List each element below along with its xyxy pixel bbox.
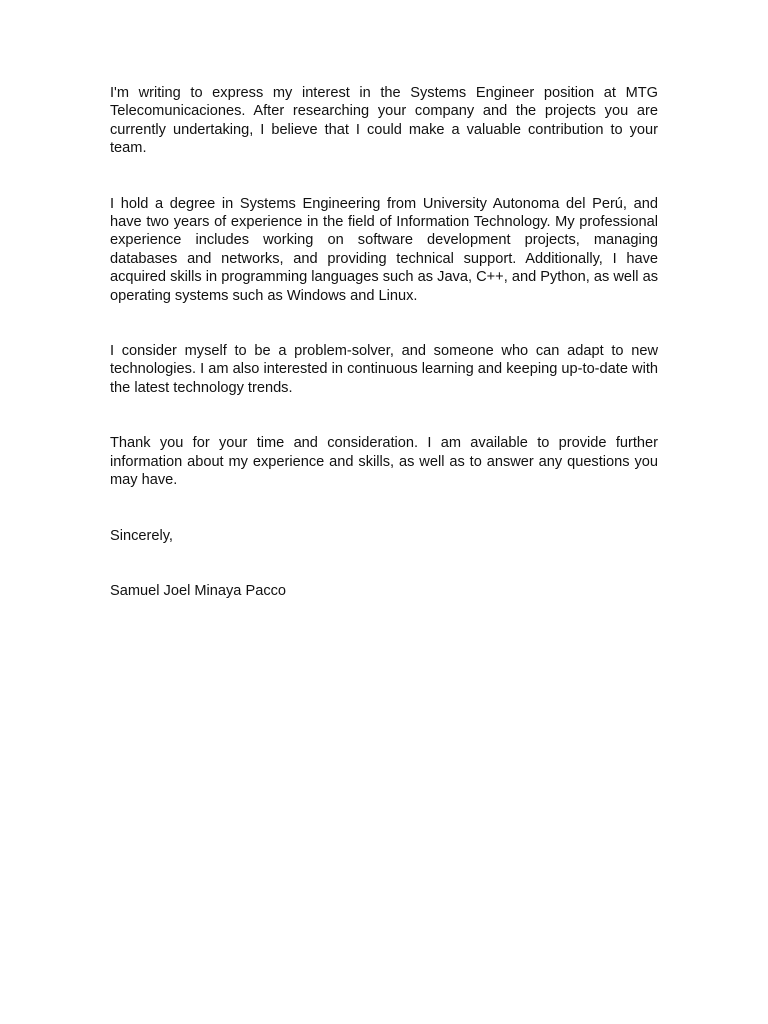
signature-name: Samuel Joel Minaya Pacco [110, 582, 287, 599]
paragraph-interest: I'm writing to express my interest in the Systems Engineer position at MTG Telecomunicaciones. After researching your company and the projects you are currently undertaking, I believe that I could make a valuable contribution to your team. [110, 85, 658, 157]
paragraph-thank-you: Thank you for your time and consideration. I am available to provide further information about my experience and skills, as well as to answer any questions you may have. [110, 435, 658, 489]
paragraph-education-experience: I hold a degree in Systems Engineering from University Autonoma del Perú, and have two years of experience in the field of Information Technology. My professional experience includes working on software development projects, managing databases and networks, and providing technical support. Additionally, I have acquired skills in programming languages such as Java, C++, and Python, as well as operating systems such as Windows and Linux. [110, 195, 658, 304]
closing-salutation: Sincerely, [110, 527, 173, 544]
paragraph-personal-qualities: I consider myself to be a problem-solver, and someone who can adapt to new technologies. I am also interested in continuous learning and keeping up-to-date with the latest technology trends. [110, 343, 658, 396]
cover-letter-body [110, 84, 658, 600]
